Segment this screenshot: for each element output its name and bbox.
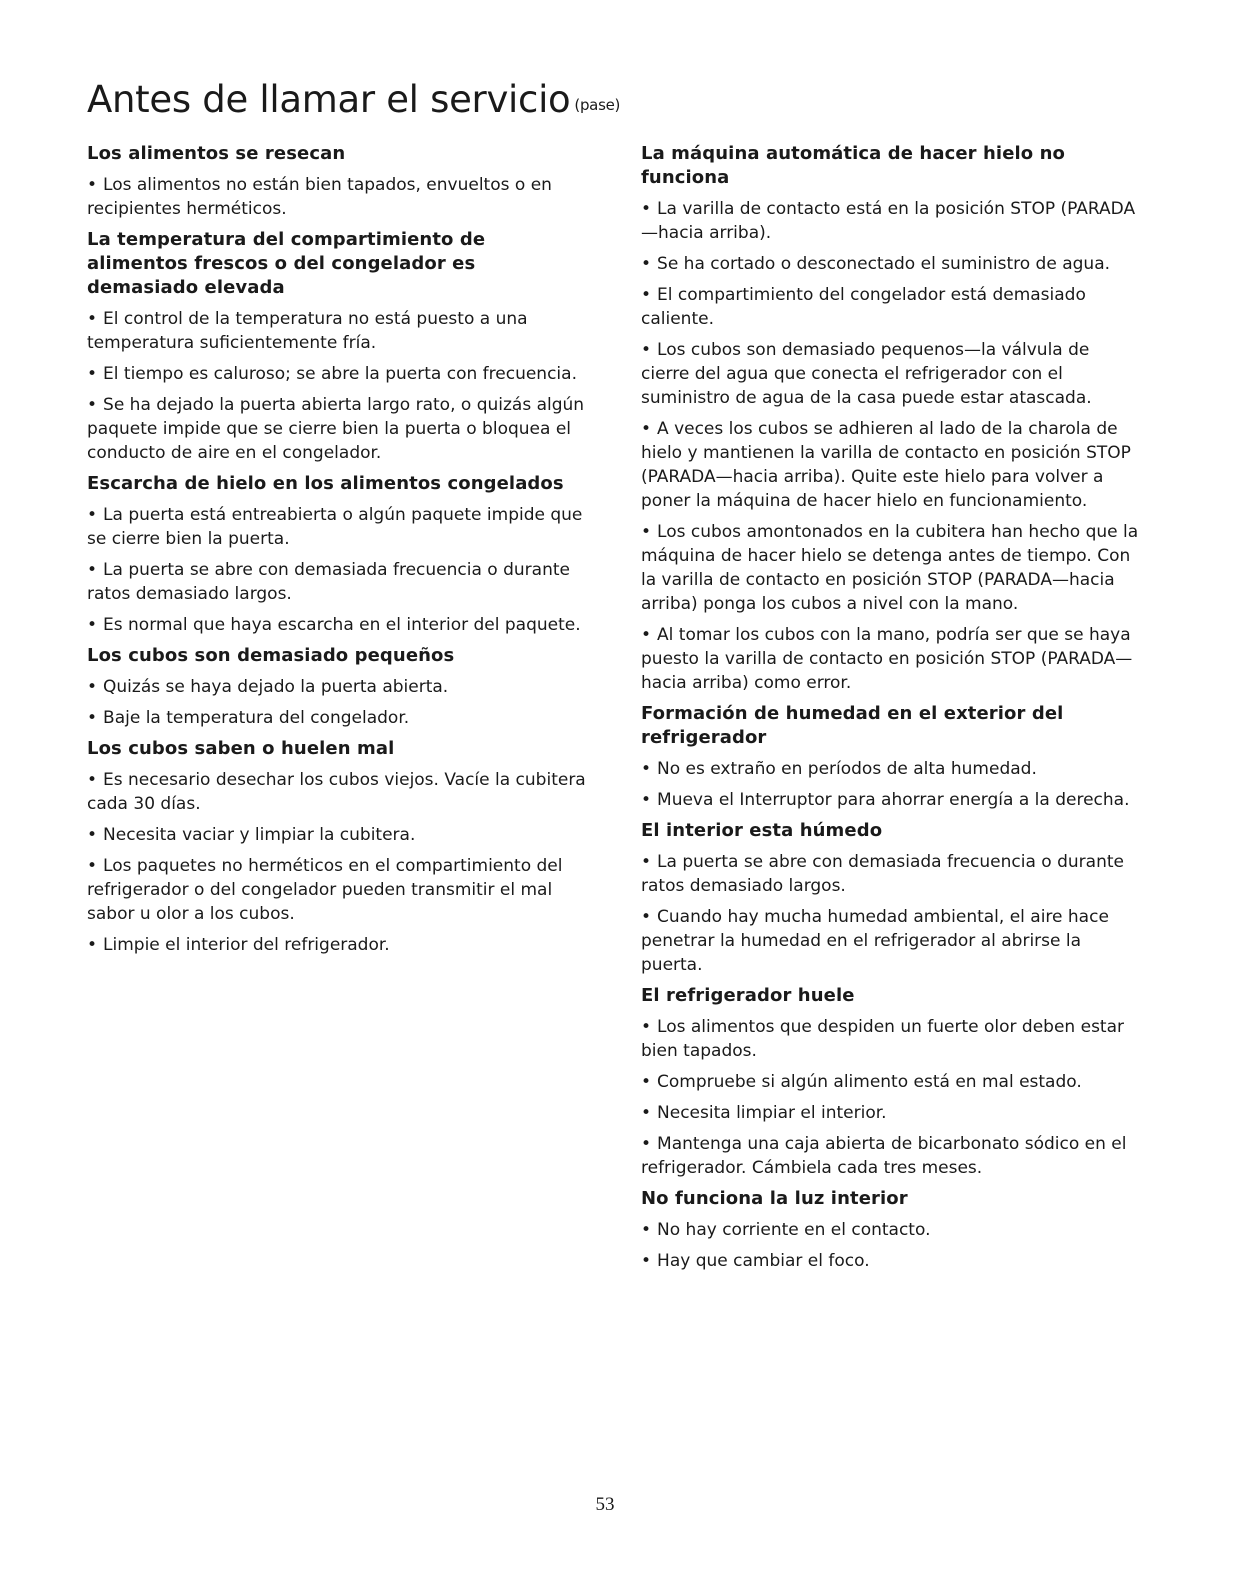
section-heading: La temperatura del compartimiento de alimentos frescos o del congelador es demasiado elevada [87, 229, 486, 298]
cause-list [641, 197, 1141, 695]
list-item [641, 1218, 1141, 1242]
bullet-icon: • [641, 1103, 652, 1123]
list-item [641, 520, 1141, 616]
list-item-text: Cuando hay mucha humedad ambiental, el aire hace penetrar la humedad en el refrigerador al abrirse la puerta. [641, 907, 1109, 975]
list-item-text: A veces los cubos se adhieren al lado de la charola de hielo y mantienen la varilla de contacto en posición STOP (PARADA—hacia arriba). Quite este hielo para volver a poner la máquina de hacer hielo en funcionamiento. [641, 419, 1131, 511]
section-heading: La máquina automática de hacer hielo no funciona [641, 143, 1065, 188]
list-item [641, 283, 1141, 331]
bullet-icon: • [87, 395, 98, 415]
bullet-icon: • [641, 1220, 652, 1240]
list-item [87, 823, 587, 847]
bullet-icon: • [87, 615, 98, 635]
list-item [87, 558, 587, 606]
list-item [87, 173, 587, 221]
list-item [87, 768, 587, 816]
section-heading: El interior esta húmedo [641, 820, 883, 841]
list-item [641, 623, 1141, 695]
list-item-text: Mueva el Interruptor para ahorrar energía a la derecha. [657, 790, 1130, 810]
bullet-icon: • [87, 505, 98, 525]
list-item [641, 1070, 1141, 1094]
left-column [87, 142, 587, 964]
cause-list [641, 1015, 1141, 1180]
list-item [641, 1015, 1141, 1063]
list-item-text: Hay que cambiar el foco. [657, 1251, 870, 1271]
cause-list [641, 757, 1141, 812]
cause-list [87, 173, 587, 221]
list-item [641, 1132, 1141, 1180]
cause-list [641, 1218, 1141, 1273]
list-item-text: Los paquetes no herméticos en el compartimiento del refrigerador o del congelador pueden transmitir el mal sabor u olor a los cubos. [87, 856, 563, 924]
bullet-icon: • [641, 625, 652, 645]
list-item [641, 252, 1141, 276]
bullet-icon: • [641, 907, 652, 927]
list-item [641, 1249, 1141, 1273]
troubleshooting-section [87, 142, 587, 221]
cause-list [87, 307, 587, 465]
bullet-icon: • [641, 254, 652, 274]
list-item [641, 338, 1141, 410]
troubleshooting-section [87, 228, 587, 465]
list-item [87, 393, 587, 465]
section-heading: El refrigerador huele [641, 985, 855, 1006]
list-item-text: Los cubos amontonados en la cubitera han hecho que la máquina de hacer hielo se detenga antes de tiempo. Con la varilla de contacto en posición STOP (PARADA—hacia arriba) ponga los cubos a nivel con la mano. [641, 522, 1139, 614]
bullet-icon: • [87, 825, 98, 845]
bullet-icon: • [641, 1017, 652, 1037]
list-item-text: Se ha dejado la puerta abierta largo rato, o quizás algún paquete impide que se cierre bien la puerta o bloquea el conducto de aire en el congelador. [87, 395, 585, 463]
list-item [641, 197, 1141, 245]
list-item-text: Quizás se haya dejado la puerta abierta. [103, 677, 449, 697]
list-item [641, 417, 1141, 513]
bullet-icon: • [641, 522, 652, 542]
section-heading: Escarcha de hielo en los alimentos congelados [87, 473, 564, 494]
list-item [87, 933, 587, 957]
list-item-text: No es extraño en períodos de alta humedad. [657, 759, 1037, 779]
list-item [87, 307, 587, 355]
bullet-icon: • [641, 790, 652, 810]
list-item [87, 854, 587, 926]
troubleshooting-section [87, 737, 587, 957]
troubleshooting-section [87, 644, 587, 730]
bullet-icon: • [641, 285, 652, 305]
list-item-text: La puerta se abre con demasiada frecuencia o durante ratos demasiado largos. [641, 852, 1124, 896]
list-item-text: La puerta se abre con demasiada frecuencia o durante ratos demasiado largos. [87, 560, 570, 604]
list-item-text: Se ha cortado o desconectado el suministro de agua. [657, 254, 1111, 274]
list-item-text: El tiempo es caluroso; se abre la puerta con frecuencia. [103, 364, 577, 384]
bullet-icon: • [641, 1072, 652, 1092]
bullet-icon: • [641, 852, 652, 872]
list-item-text: Compruebe si algún alimento está en mal estado. [657, 1072, 1082, 1092]
list-item-text: La varilla de contacto está en la posición STOP (PARADA—hacia arriba). [641, 199, 1136, 243]
bullet-icon: • [87, 935, 98, 955]
troubleshooting-section [641, 702, 1141, 812]
section-heading: No funciona la luz interior [641, 1188, 908, 1209]
bullet-icon: • [641, 1251, 652, 1271]
list-item [641, 905, 1141, 977]
list-item [87, 613, 587, 637]
section-heading: Formación de humedad en el exterior del refrigerador [641, 703, 1064, 748]
page-title-suffix: (pase) [574, 96, 621, 114]
list-item-text: Es normal que haya escarcha en el interior del paquete. [103, 615, 581, 635]
page-title-text: Antes de llamar el servicio [87, 78, 571, 121]
list-item-text: Baje la temperatura del congelador. [103, 708, 410, 728]
right-column [641, 142, 1141, 1280]
bullet-icon: • [641, 759, 652, 779]
list-item-text: Al tomar los cubos con la mano, podría ser que se haya puesto la varilla de contacto en posición STOP (PARADA—hacia arriba) como error. [641, 625, 1133, 693]
list-item-text: Limpie el interior del refrigerador. [103, 935, 390, 955]
list-item-text: Los cubos son demasiado pequenos—la válvula de cierre del agua que conecta el refrigerador con el suministro de agua de la casa puede estar atascada. [641, 340, 1092, 408]
list-item [87, 503, 587, 551]
bullet-icon: • [641, 340, 652, 360]
bullet-icon: • [87, 309, 98, 329]
list-item-text: El control de la temperatura no está puesto a una temperatura suficientemente fría. [87, 309, 528, 353]
bullet-icon: • [87, 175, 98, 195]
list-item-text: No hay corriente en el contacto. [657, 1220, 931, 1240]
list-item [87, 706, 587, 730]
list-item [87, 675, 587, 699]
list-item-text: La puerta está entreabierta o algún paquete impide que se cierre bien la puerta. [87, 505, 583, 549]
list-item [641, 788, 1141, 812]
cause-list [87, 768, 587, 957]
bullet-icon: • [87, 364, 98, 384]
troubleshooting-section [641, 819, 1141, 977]
section-heading: Los cubos son demasiado pequeños [87, 645, 455, 666]
bullet-icon: • [87, 560, 98, 580]
list-item [87, 362, 587, 386]
list-item [641, 757, 1141, 781]
list-item [641, 850, 1141, 898]
troubleshooting-section [641, 984, 1141, 1180]
bullet-icon: • [641, 419, 652, 439]
page-number: 53 [595, 1494, 615, 1515]
cause-list [87, 503, 587, 637]
bullet-icon: • [641, 199, 652, 219]
bullet-icon: • [641, 1134, 652, 1154]
section-heading: Los alimentos se resecan [87, 143, 346, 164]
troubleshooting-section [641, 1187, 1141, 1273]
list-item-text: Los alimentos no están bien tapados, envueltos o en recipientes herméticos. [87, 175, 552, 219]
bullet-icon: • [87, 856, 98, 876]
cause-list [87, 675, 587, 730]
list-item-text: Es necesario desechar los cubos viejos. Vacíe la cubitera cada 30 días. [87, 770, 586, 814]
troubleshooting-section [641, 142, 1141, 695]
page-title [87, 76, 620, 129]
bullet-icon: • [87, 677, 98, 697]
list-item-text: Necesita limpiar el interior. [657, 1103, 887, 1123]
bullet-icon: • [87, 708, 98, 728]
section-heading: Los cubos saben o huelen mal [87, 738, 395, 759]
troubleshooting-section [87, 472, 587, 637]
list-item-text: Necesita vaciar y limpiar la cubitera. [103, 825, 416, 845]
list-item [641, 1101, 1141, 1125]
bullet-icon: • [87, 770, 98, 790]
list-item-text: Los alimentos que despiden un fuerte olor deben estar bien tapados. [641, 1017, 1124, 1061]
list-item-text: Mantenga una caja abierta de bicarbonato sódico en el refrigerador. Cámbiela cada tres meses. [641, 1134, 1127, 1178]
cause-list [641, 850, 1141, 977]
list-item-text: El compartimiento del congelador está demasiado caliente. [641, 285, 1086, 329]
